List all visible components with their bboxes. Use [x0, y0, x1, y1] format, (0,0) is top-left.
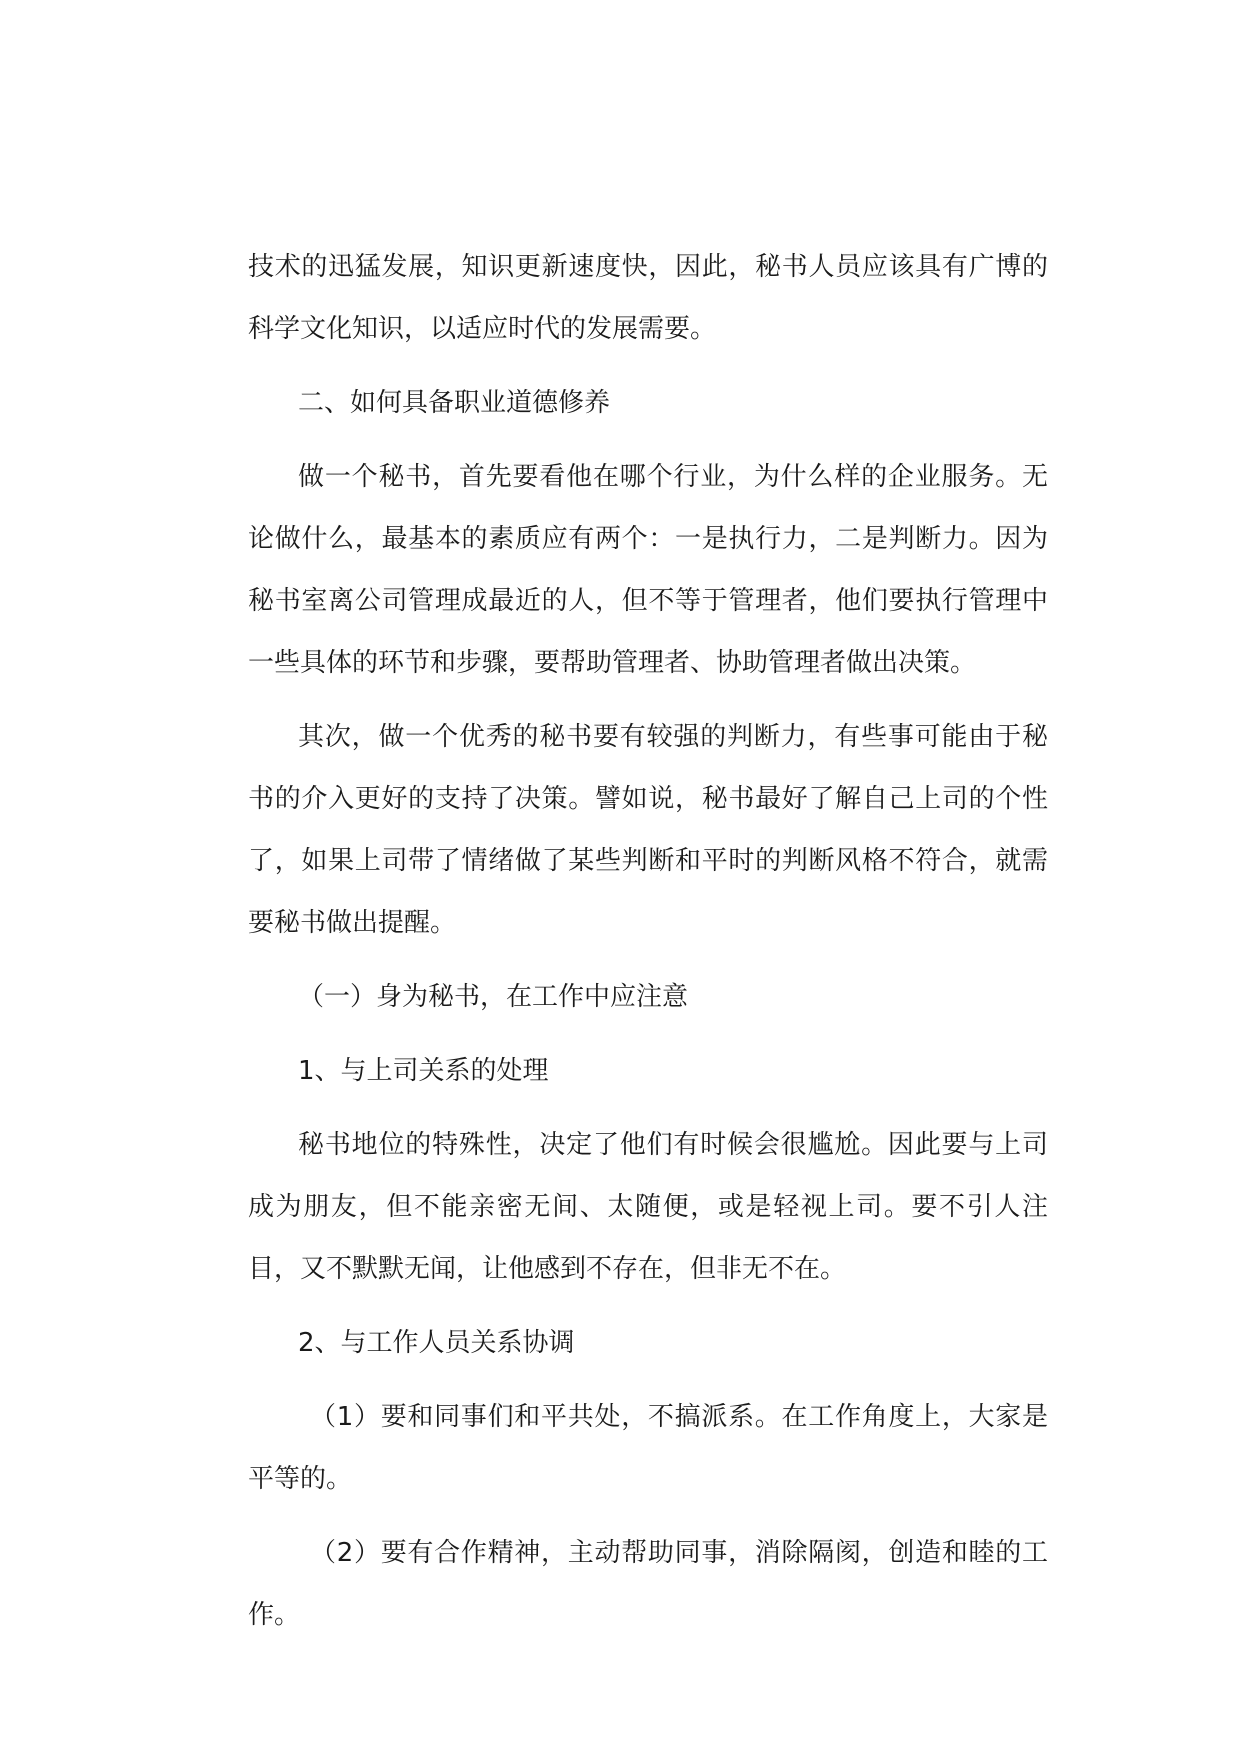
paragraph-boss-relationship: 秘书地位的特殊性，决定了他们有时候会很尴尬。因此要与上司成为朋友，但不能亲密无间、太随便，或是轻视上司。要不引人注目，又不默默无闻，让他感到不存在，但非无不在。: [248, 1130, 1048, 1284]
subsection-heading-work-notes: （一）身为秘书，在工作中应注意: [298, 982, 689, 1012]
item-heading-colleague-relationship: 2、与工作人员关系协调: [298, 1328, 575, 1358]
document-body: [248, 236, 1048, 1646]
section-heading-professional-ethics: 二、如何具备职业道德修养: [298, 388, 611, 418]
list-item-1: （1）要和同事们和平共处，不搞派系。在工作角度上，大家是平等的。: [248, 1402, 1048, 1494]
paragraph-continued: 技术的迅猛发展，知识更新速度快，因此，秘书人员应该具有广博的科学文化知识，以适应时代的发展需要。: [248, 252, 1048, 344]
paragraph-judgment: 其次，做一个优秀的秘书要有较强的判断力，有些事可能由于秘书的介入更好的支持了决策。譬如说，秘书最好了解自己上司的个性了，如果上司带了情绪做了某些判断和平时的判断风格不符合，就需要秘书做出提醒。: [248, 722, 1048, 938]
paragraph-secretary-qualities: 做一个秘书，首先要看他在哪个行业，为什么样的企业服务。无论做什么，最基本的素质应有两个：一是执行力，二是判断力。因为秘书室离公司管理成最近的人，但不等于管理者，他们要执行管理中一些具体的环节和步骤，要帮助管理者、协助管理者做出决策。: [248, 462, 1048, 678]
list-item-2: （2）要有合作精神，主动帮助同事，消除隔阂，创造和睦的工作。: [248, 1538, 1048, 1630]
item-heading-boss-relationship: 1、与上司关系的处理: [298, 1056, 549, 1086]
